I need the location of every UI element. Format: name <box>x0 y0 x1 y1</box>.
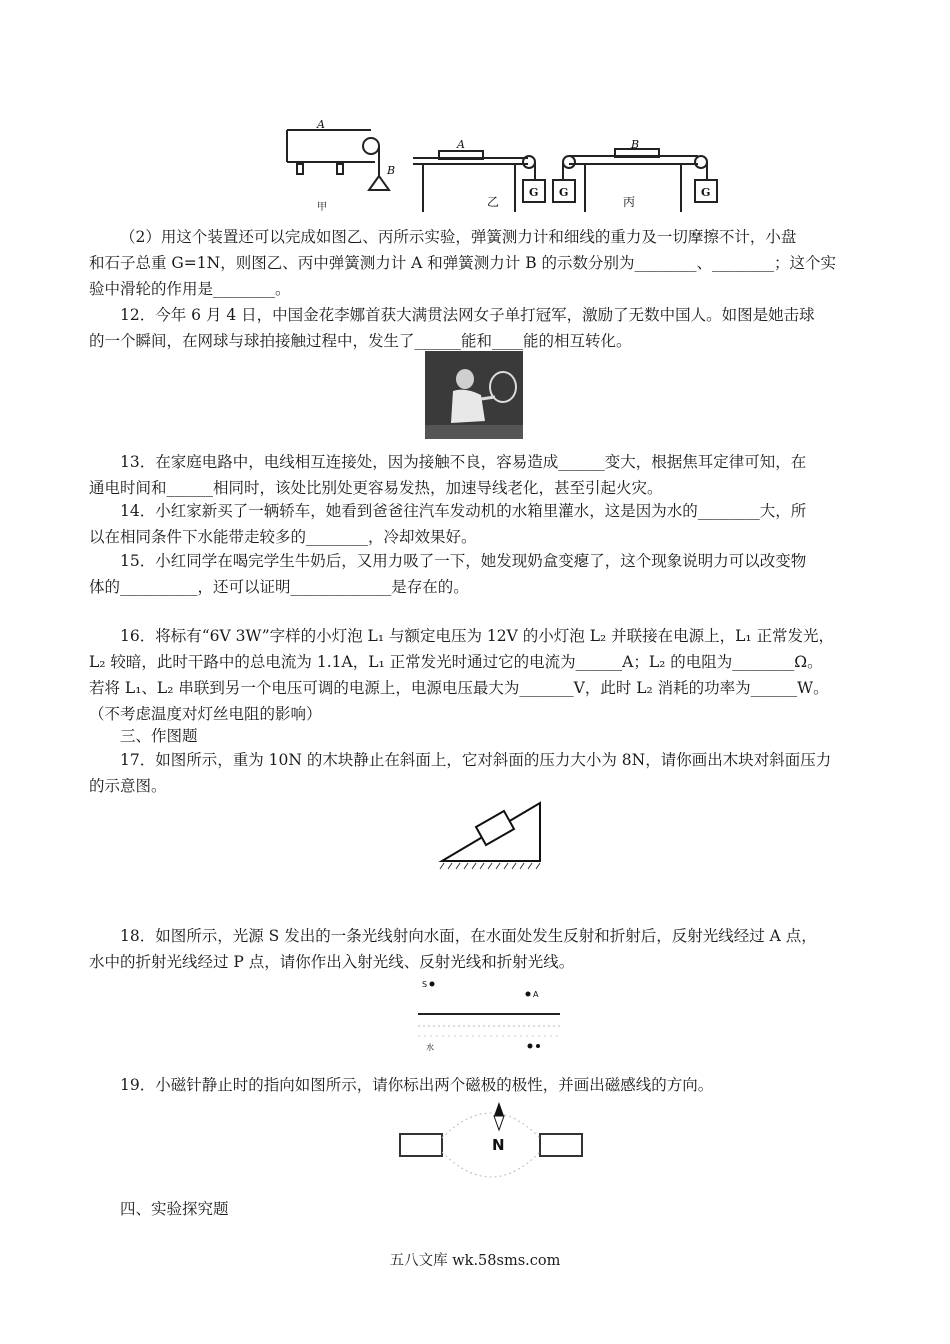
compass-n-label: N <box>492 1136 505 1154</box>
text-line: 14．小红家新买了一辆轿车，她看到爸爸往汽车发动机的水箱里灌水，这是因为水的________大，所 <box>120 502 807 520</box>
label-s: S <box>422 980 428 989</box>
section-4-heading <box>89 1196 895 1222</box>
caption-yi: 乙 <box>487 195 500 209</box>
section-title: 三、作图题 <box>120 727 198 745</box>
question-12 <box>89 302 864 354</box>
label-a1: A <box>317 120 325 131</box>
label-b1: B <box>387 164 396 177</box>
text-line: 和石子总重 G=1N，则图乙、丙中弹簧测力计 A 和弹簧测力计 B 的示数分别为________、________；这个实 <box>89 254 837 272</box>
text-line: 若将 L₁、L₂ 串联到另一个电压可调的电源上，电源电压最大为_______V，此时 L₂ 消耗的功率为______W。 <box>89 679 829 697</box>
text-line: 通电时间和______相同时，该处比别处更容易发热，加速导线老化，甚至引起火灾。 <box>89 479 663 497</box>
label-a: A <box>533 990 539 999</box>
compass-needle-bottom <box>494 1116 504 1130</box>
question-19 <box>89 1072 864 1098</box>
text-line: （不考虑温度对灯丝电阻的影响） <box>89 705 322 723</box>
question-15 <box>89 548 864 600</box>
text-line: 以在相同条件下水能带走较多的________，冷却效果好。 <box>89 528 477 546</box>
question-14 <box>89 498 864 550</box>
text-line: 的一个瞬间，在网球与球拍接触过程中，发生了______能和____能的相互转化。 <box>89 332 632 350</box>
label-g1: G <box>529 186 539 199</box>
text-line: 16．将标有“6V 3W”字样的小灯泡 L₁ 与额定电压为 12V 的小灯泡 L₂ 并联接在电源上，L₁ 正常发光， <box>120 627 835 645</box>
source-s-dot <box>430 982 435 987</box>
text-line: 17．如图所示，重为 10N 的木块静止在斜面上，它对斜面的压力大小为 8N，请你画出木块对斜面压力 <box>120 751 832 769</box>
tennis-player-photo <box>425 351 523 439</box>
text-line: 验中滑轮的作用是________。 <box>89 280 291 298</box>
label-a2: A <box>457 138 465 151</box>
label-water: 水 <box>426 1043 434 1052</box>
question-18 <box>89 923 864 975</box>
pulley-experiment-figure <box>283 120 723 216</box>
text-line: 的示意图。 <box>89 777 167 795</box>
text-line: 18．如图所示，光源 S 发出的一条光线射向水面，在水面处发生反射和折射后，反射光线经过 A 点， <box>120 927 817 945</box>
question-17 <box>89 747 864 799</box>
text-line: 13．在家庭电路中，电线相互连接处，因为接触不良，容易造成______变大，根据焦耳定律可知，在 <box>120 453 807 471</box>
compass-needle-top <box>494 1102 504 1116</box>
text-line: 19．小磁针静止时的指向如图所示，请你标出两个磁极的极性，并画出磁感线的方向。 <box>120 1076 714 1094</box>
label-g2: G <box>559 186 569 199</box>
page-footer: 五八文库 wk.58sms.com <box>389 1253 561 1269</box>
point-p-dot <box>528 1044 533 1049</box>
caption-jia: 甲 <box>317 202 327 213</box>
magnet-compass-figure <box>398 1098 584 1188</box>
label-b2: B <box>631 138 640 151</box>
question-13 <box>89 449 864 501</box>
section-title: 四、实验探究题 <box>120 1200 229 1218</box>
text-line: （2）用这个装置还可以完成如图乙、丙所示实验，弹簧测力计和细线的重力及一切摩擦不计，小盘 <box>120 228 797 246</box>
text-line: 12．今年 6 月 4 日，中国金花李娜首获大满贯法网女子单打冠军，激励了无数中国人。如图是她击球 <box>120 306 815 324</box>
text-line: 水中的折射光线经过 P 点，请你作出入射光线、反射光线和折射光线。 <box>89 953 575 971</box>
reflection-refraction-figure <box>414 976 564 1062</box>
question-16 <box>89 623 864 727</box>
point-a-dot <box>526 992 531 997</box>
incline-block-figure <box>436 797 548 871</box>
caption-bing: 丙 <box>623 195 636 209</box>
question-11-part-2 <box>89 224 864 302</box>
text-line: L₂ 较暗，此时干路中的总电流为 1.1A，L₁ 正常发光时通过它的电流为______A；L₂ 的电阻为________Ω。 <box>89 653 823 671</box>
text-line: 15．小红同学在喝完学生牛奶后，又用力吸了一下，她发现奶盒变瘪了，这个现象说明力可以改变物 <box>120 552 807 570</box>
text-line: 体的__________，还可以证明_____________是存在的。 <box>89 578 469 596</box>
label-g3: G <box>701 186 711 199</box>
section-3-heading <box>89 723 895 749</box>
